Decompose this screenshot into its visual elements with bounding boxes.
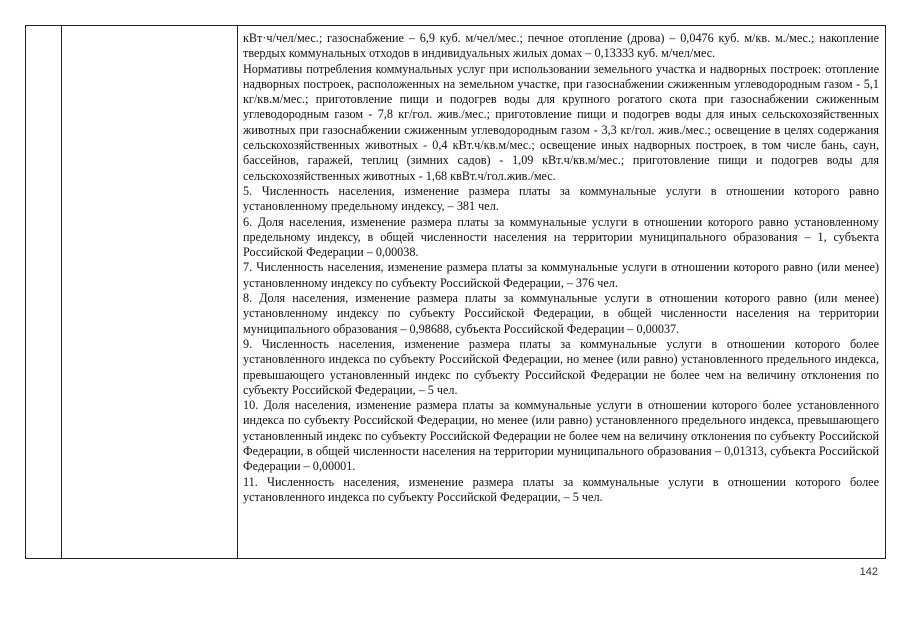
table-column-divider bbox=[61, 26, 62, 558]
paragraph: кВт·ч/чел/мес.; газоснабжение – 6,9 куб. м/чел/мес.; печное отопление (дрова) – 0,0476 куб. м/кв. м./мес.; накопление твердых коммунальных отходов в индивидуальных жилых домах – 0,13333 куб. м/чел/мес. bbox=[243, 31, 879, 61]
table-column-divider bbox=[237, 26, 238, 558]
paragraph: 10. Доля населения, изменение размера платы за коммунальные услуги в отношении которого более установленного индекса по субъекту Российской Федерации, но менее (или равно) установленного предельного индекса, превышающего установленный индекс по субъекту Российской Федерации не более чем на величину отклонения по субъекту Российской Федерации, в общей численности населения на территории муниципального образования – 0,01313, субъекта Российской Федерации – 0,00001. bbox=[243, 398, 879, 474]
page-number: 142 bbox=[859, 566, 878, 578]
paragraph: Нормативы потребления коммунальных услуг при использовании земельного участка и надворных построек: отопление надворных построек, расположенных на земельном участке, при газоснабжении сжиженным углеводородным газом - 5,1 кг/кв.м/мес.; приготовление пищи и подогрев воды для крупного рогатого скота при газоснабжении сжиженным углеводородным газом - 7,8 кг/гол. жив./мес.; приготовление пищи и подогрев воды для иных сельскохозяйственных животных при газоснабжении сжиженным углеводородным газом - 3,3 кг/гол. жив./мес.; освещение в целях содержания сельскохозяйственных животных - 0,4 кВт.ч/кв.м/мес.; освещение иных надворных построек, в том числе бань, саун, бассейнов, гаражей, теплиц (зимних садов) - 1,09 кВт.ч/кв.м/мес.; приготовление пищи и подогрев воды для сельскохозяйственных животных - 1,68 квВт.ч/гол.жив./мес. bbox=[243, 61, 879, 183]
paragraph: 11. Численность населения, изменение размера платы за коммунальные услуги в отношении которого более установленного индекса по субъекту Российской Федерации, – 5 чел. bbox=[243, 474, 879, 504]
table-text-cell bbox=[243, 31, 879, 505]
paragraph: 7. Численность населения, изменение размера платы за коммунальные услуги в отношении которого равно (или менее) установленному индексу по субъекту Российской Федерации, – 376 чел. bbox=[243, 260, 879, 290]
document-table bbox=[25, 25, 886, 559]
paragraph: 6. Доля населения, изменение размера платы за коммунальные услуги в отношении которого равно установленному предельному индексу, в общей численности населения на территории муниципального образования – 1, субъекта Российской Федерации – 0,00038. bbox=[243, 214, 879, 260]
paragraph: 9. Численность населения, изменение размера платы за коммунальные услуги в отношении которого более установленного индекса по субъекту Российской Федерации, но менее (или равно) установленного предельного индекса, превышающего установленный индекс по субъекту Российской Федерации не более чем на величину отклонения по субъекту Российской Федерации, – 5 чел. bbox=[243, 336, 879, 397]
paragraph: 5. Численность населения, изменение размера платы за коммунальные услуги в отношении которого равно установленному предельному индексу, – 381 чел. bbox=[243, 183, 879, 214]
paragraph: 8. Доля населения, изменение размера платы за коммунальные услуги в отношении которого равно (или менее) установленному индексу по субъекту Российской Федерации, в общей численности населения на территории муниципального образования – 0,98688, субъекта Российской Федерации – 0,00037. bbox=[243, 291, 879, 336]
